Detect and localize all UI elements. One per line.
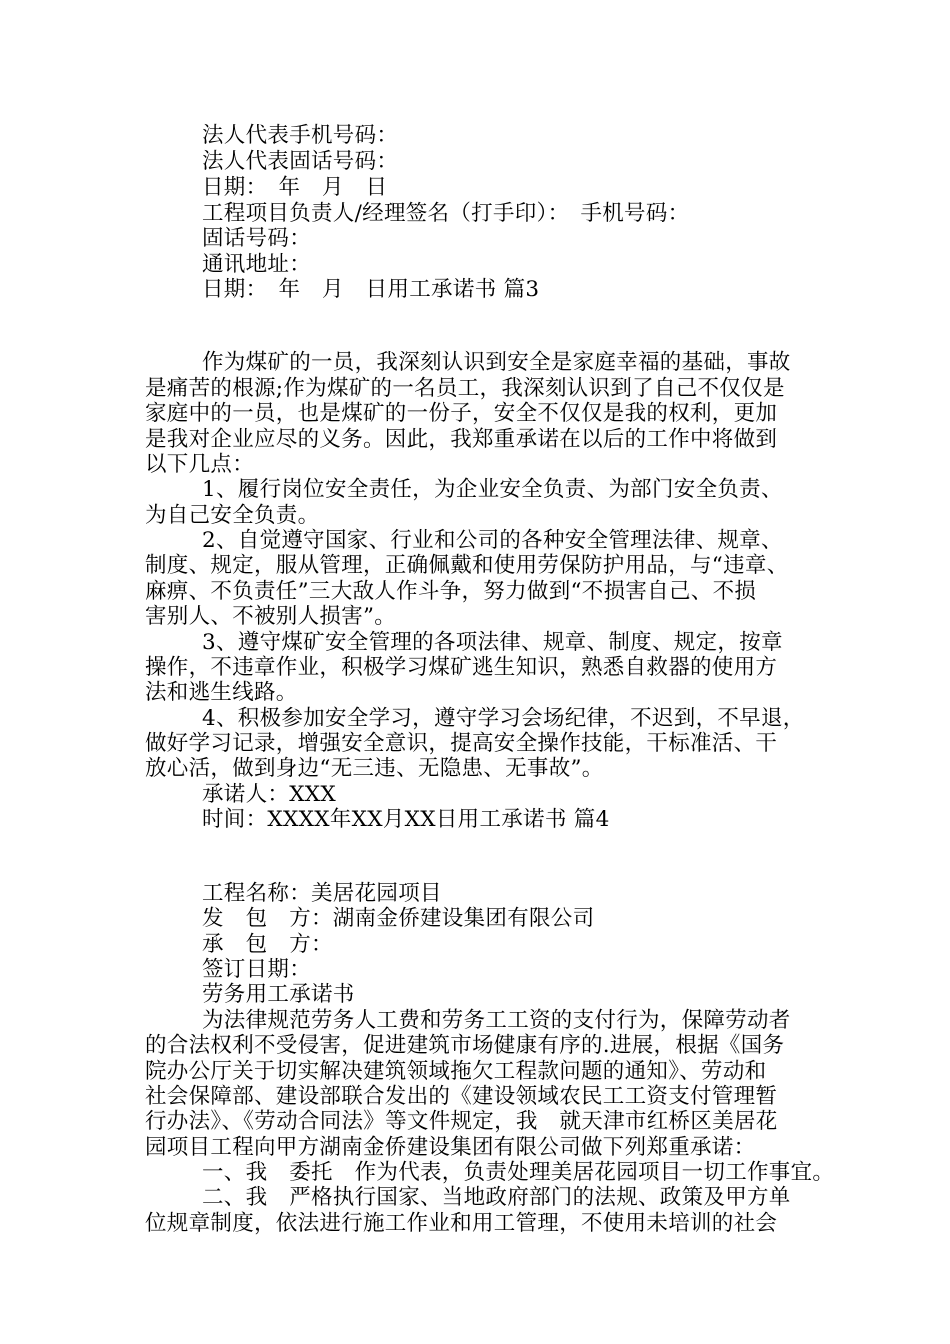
- list-item-line: 3、遵守煤矿安全管理的各项法律、规章、制度、规定，按章: [202, 630, 783, 655]
- text-line: 日期： 年 月 日: [202, 175, 388, 200]
- text-line: 通讯地址：: [202, 252, 312, 277]
- list-item-line: 法和逃生线路。: [145, 680, 298, 705]
- subheading-line: 劳务用工承诺书: [202, 982, 355, 1007]
- list-item-line: 麻痹、不负责任”三大敌人作斗争，努力做到“不损害自己、不损: [145, 579, 757, 604]
- text-line: 签订日期：: [202, 957, 312, 982]
- paragraph-line: 家庭中的一员，也是煤矿的一份子，安全不仅仅是我的权利，更加: [145, 401, 778, 426]
- paragraph-line: 园项目工程向甲方湖南金侨建设集团有限公司做下列郑重承诺：: [145, 1135, 756, 1160]
- signature-line: 承诺人：XXX: [202, 782, 337, 807]
- paragraph-line: 以下几点：: [145, 452, 255, 477]
- list-item-line: 害别人、不被别人损害”。: [145, 604, 397, 629]
- paragraph-line: 是痛苦的根源;作为煤矿的一名员工，我深刻认识到了自己不仅仅是: [145, 376, 785, 401]
- text-line: 固话号码：: [202, 226, 312, 251]
- paragraph-line: 院办公厅关于切实解决建筑领域拖欠工程款问题的通知》、劳动和: [145, 1059, 767, 1084]
- list-item-line: 2、自觉遵守国家、行业和公司的各种安全管理法律、规章、: [202, 528, 783, 553]
- paragraph-line: 为法律规范劳务人工费和劳务工工资的支付行为，保障劳动者: [202, 1008, 791, 1033]
- text-line: 工程项目负责人/经理签名（打手印）： 手机号码：: [202, 201, 690, 226]
- list-item-line: 4、积极参加安全学习，遵守学习会场纪律，不迟到，不早退，: [202, 706, 805, 731]
- section-heading-line: 时间：XXXX年XX月XX日用工承诺书 篇4: [202, 807, 610, 832]
- list-item-line: 为自己安全负责。: [145, 503, 320, 528]
- paragraph-line: 行办法》、《劳动合同法》等文件规定，我 就天津市红桥区美居花: [145, 1109, 778, 1134]
- paragraph-line: 社会保障部、建设部联合发出的《建设领域农民工工资支付管理暂: [145, 1084, 778, 1109]
- list-item-line: 做好学习记录，增强安全意识，提高安全操作技能，干标准活、干: [145, 731, 778, 756]
- list-item-line: 操作，不违章作业，积极学习煤矿逃生知识，熟悉自救器的使用方: [145, 655, 778, 680]
- paragraph-line: 一、我 委托 作为代表，负责处理美居花园项目一切工作事宜。: [202, 1160, 835, 1185]
- text-line: 承 包 方：: [202, 932, 333, 957]
- section-heading-line: 日期： 年 月 日用工承诺书 篇3: [202, 277, 540, 302]
- text-line: 发 包 方：湖南金侨建设集团有限公司: [202, 906, 595, 931]
- paragraph-line: 是我对企业应尽的义务。因此，我郑重承诺在以后的工作中将做到: [145, 427, 778, 452]
- paragraph-line: 二、我 严格执行国家、当地政府部门的法规、政策及甲方单: [202, 1185, 791, 1210]
- paragraph-line: 的合法权利不受侵害，促进建筑市场健康有序的.进展，根据《国务: [145, 1033, 785, 1058]
- paragraph-line: 位规章制度，依法进行施工作业和用工管理，不使用未培训的社会: [145, 1211, 778, 1236]
- text-line: 法人代表手机号码：: [202, 123, 399, 148]
- list-item-line: 1、履行岗位安全责任，为企业安全负责、为部门安全负责、: [202, 477, 783, 502]
- text-line: 法人代表固话号码：: [202, 149, 399, 174]
- text-line: 工程名称：美居花园项目: [202, 881, 442, 906]
- list-item-line: 制度、规定，服从管理，正确佩戴和使用劳保防护用品，与“违章、: [145, 553, 789, 578]
- list-item-line: 放心活，做到身边“无三违、无隐患、无事故”。: [145, 756, 604, 781]
- paragraph-line: 作为煤矿的一员，我深刻认识到安全是家庭幸福的基础，事故: [202, 350, 791, 375]
